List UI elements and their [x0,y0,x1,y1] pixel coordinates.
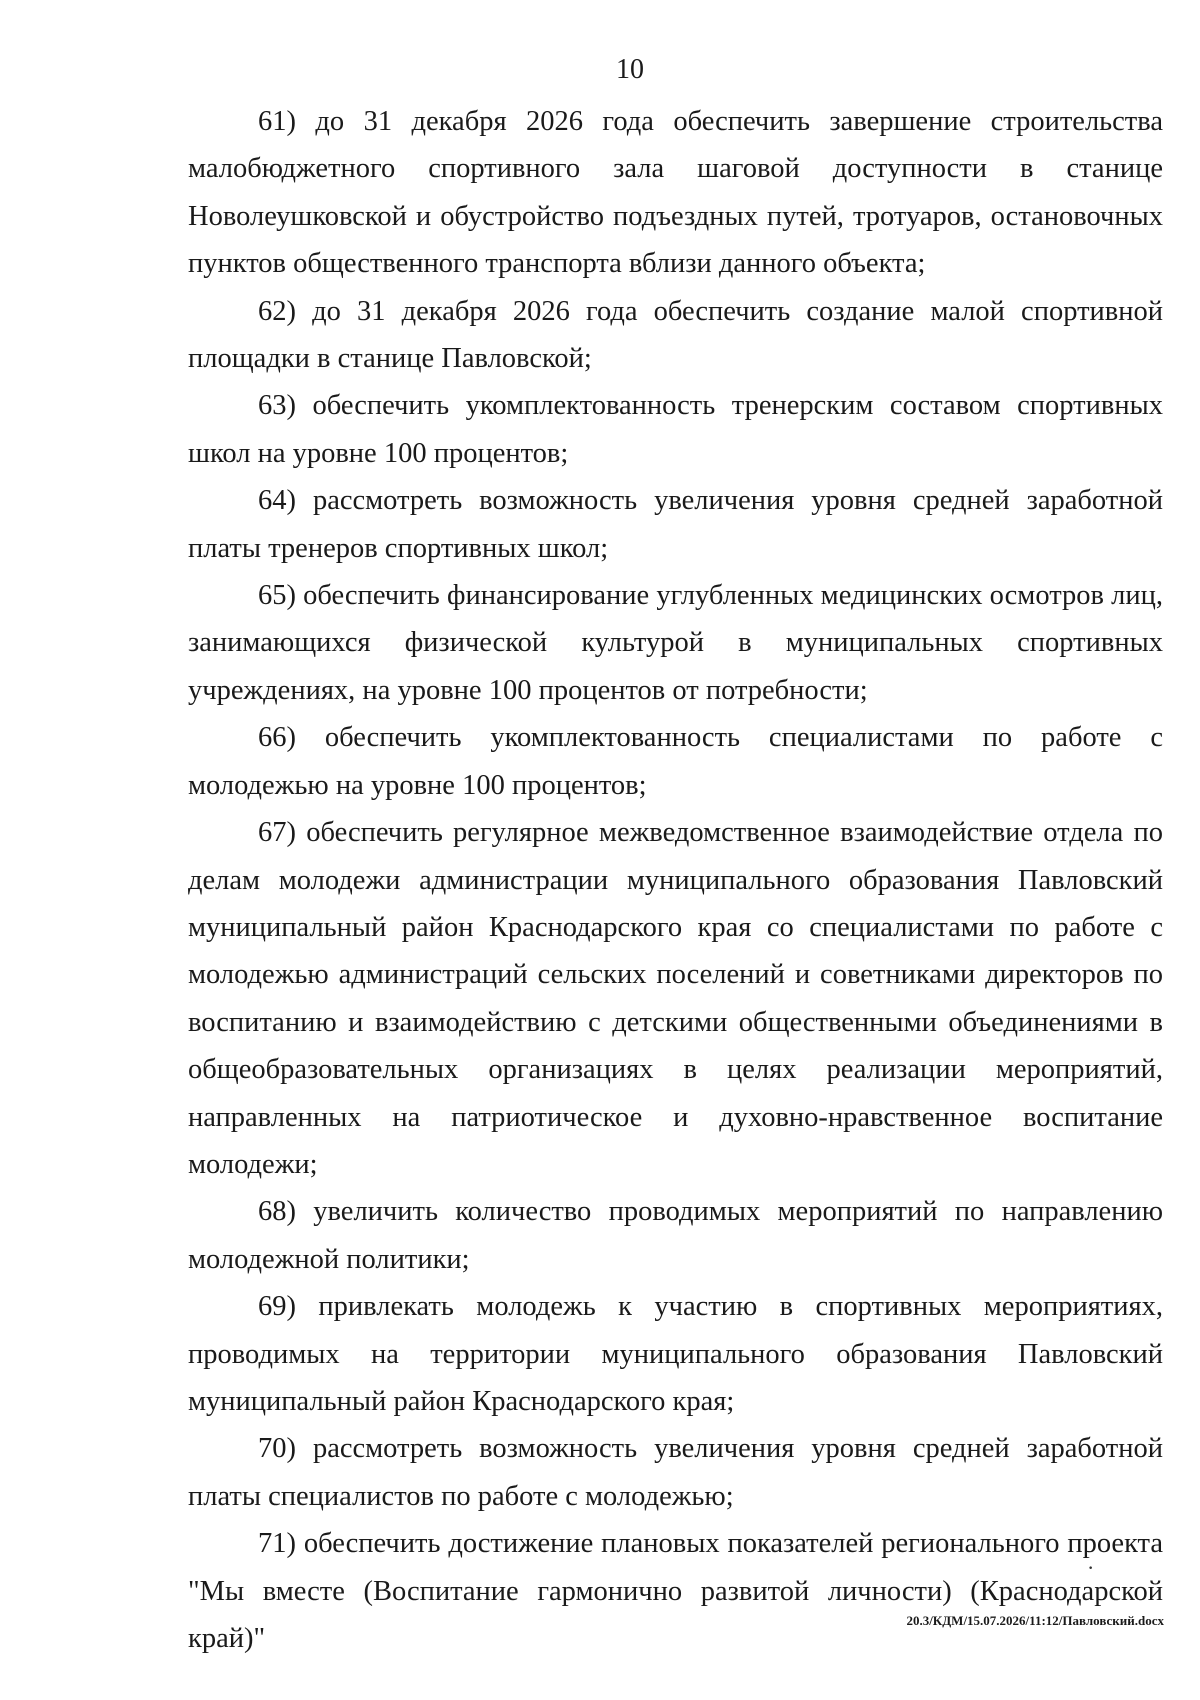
scan-dot-mark: · [1087,1555,1095,1580]
page-number: 10 [616,54,644,85]
paragraph-67: 67) обеспечить регулярное межведомственное взаимодействие отдела по делам молодежи администрации муниципального образования Павловский муниципальный район Краснодарского края со специалистами по работе с молодежью администраций сельских поселений и советниками директоров по воспитанию и взаимодействию с детскими общественными объединениями в общеобразовательных организациях в целях реализации мероприятий, направленных на патриотическое и духовно-нравственное воспитание молодежи; [188,817,1163,1180]
paragraph-64: 64) рассмотреть возможность увеличения уровня средней заработной платы тренеров спортивных школ; [188,485,1163,564]
paragraph-65: 65) обеспечить финансирование углубленных медицинских осмотров лиц, занимающихся физической культурой в муниципальных спортивных учреждениях, на уровне 100 процентов от потребности; [188,580,1163,706]
paragraph-68: 68) увеличить количество проводимых мероприятий по направлению молодежной политики; [188,1196,1163,1275]
paragraph-70: 70) рассмотреть возможность увеличения уровня средней заработной платы специалистов по работе с молодежью; [188,1433,1163,1512]
paragraph-63: 63) обеспечить укомплектованность тренерским составом спортивных школ на уровне 100 процентов; [188,390,1163,469]
paragraph-62: 62) до 31 декабря 2026 года обеспечить создание малой спортивной площадки в станице Павловской; [188,295,1163,375]
document-body [188,98,1163,1662]
paragraph-61: 61) до 31 декабря 2026 года обеспечить завершение строительства малобюджетного спортивного зала шаговой доступности в станице Новолеушковской и обустройство подъездных путей, тротуаров, остановочных пунктов общественного транспорта вблизи данного объекта; [188,106,1163,280]
paragraph-66: 66) обеспечить укомплектованность специалистами по работе с молодежью на уровне 100 процентов; [188,722,1163,801]
paragraph-69: 69) привлекать молодежь к участию в спортивных мероприятиях, проводимых на территории муниципального образования Павловский муниципальный район Краснодарского края; [188,1291,1163,1417]
document-footer-filename: 20.3/КДМ/15.07.2026/11:12/Павловский.docx [906,1613,1164,1628]
paragraph-71: 71) обеспечить достижение плановых показателей регионального проекта "Мы вместе (Воспитание гармонично развитой личности) (Краснодарской край)" [188,1528,1163,1654]
